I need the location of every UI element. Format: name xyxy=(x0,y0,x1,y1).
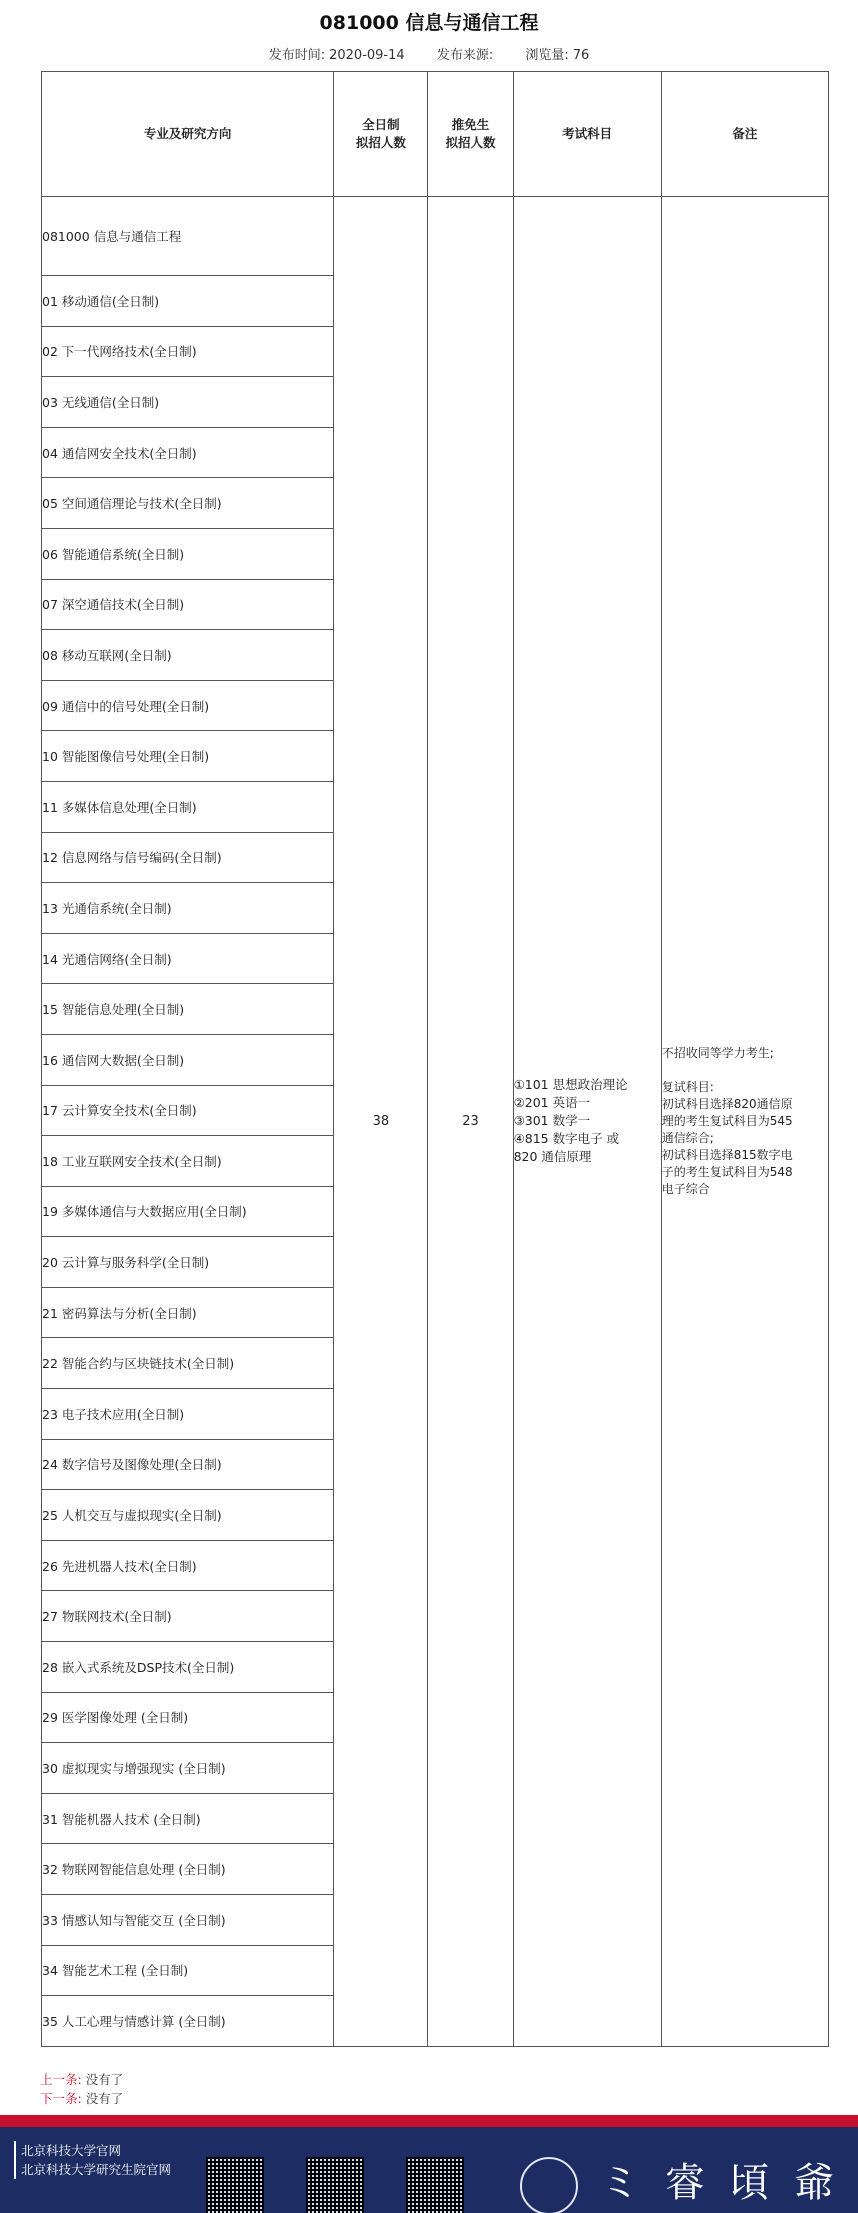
direction-name: 09 通信中的信号处理(全日制) xyxy=(42,680,334,731)
direction-name: 26 先进机器人技术(全日制) xyxy=(42,1540,334,1591)
qr-code-3 xyxy=(396,2141,474,2213)
direction-name: 25 人机交互与虚拟现实(全日制) xyxy=(42,1490,334,1541)
university-logo: ミ 睿 頃 爺 xyxy=(600,2160,841,2206)
note-line: 通信综合; xyxy=(661,1130,714,1145)
exam-subject-line: 820 通信原理 xyxy=(513,1149,592,1165)
site-footer xyxy=(0,2127,858,2213)
exam-subject-line: ③301 数学一 xyxy=(513,1113,591,1129)
header-exam-subjects: 考试科目 xyxy=(513,72,661,197)
direction-name: 27 物联网技术(全日制) xyxy=(42,1591,334,1642)
notes-cell xyxy=(661,197,828,2047)
article-meta xyxy=(0,44,858,63)
direction-name: 35 人工心理与情感计算 (全日制) xyxy=(42,1996,334,2047)
note-line: 初试科目选择820通信原 xyxy=(661,1096,793,1111)
note-line xyxy=(662,1062,828,1079)
exam-subject-line: ④815 数字电子 或 xyxy=(513,1131,620,1147)
enrollment-table xyxy=(41,71,829,2047)
footer-accent-bar xyxy=(0,2115,858,2127)
direction-name: 32 物联网智能信息处理 (全日制) xyxy=(42,1844,334,1895)
direction-name: 16 通信网大数据(全日制) xyxy=(42,1034,334,1085)
direction-name: 10 智能图像信号处理(全日制) xyxy=(42,731,334,782)
source-label: 发布来源: xyxy=(436,48,494,63)
exempt-count-cell: 23 xyxy=(428,197,513,2047)
prev-next-nav xyxy=(40,2070,123,2108)
direction-name: 30 虚拟现实与增强现实 (全日制) xyxy=(42,1743,334,1794)
views-count: 76 xyxy=(572,48,590,63)
next-article[interactable]: 下一条: 没有了 xyxy=(40,2091,124,2106)
views-label: 浏览量: xyxy=(525,48,569,63)
qr-code-2 xyxy=(296,2141,374,2213)
page-title: 081000 信息与通信工程 xyxy=(319,12,539,34)
direction-name: 08 移动互联网(全日制) xyxy=(42,630,334,681)
footer-links xyxy=(14,2141,171,2179)
direction-name: 31 智能机器人技术 (全日制) xyxy=(42,1793,334,1844)
note-line: 子的考生复试科目为548 xyxy=(661,1164,793,1179)
qr-code-1 xyxy=(196,2141,274,2213)
direction-name: 24 数字信号及图像处理(全日制) xyxy=(42,1439,334,1490)
header-notes: 备注 xyxy=(661,72,828,197)
direction-name: 12 信息网络与信号编码(全日制) xyxy=(42,832,334,883)
footer-link-university[interactable]: 北京科技大学官网 xyxy=(14,2141,171,2160)
publish-date: 2020-09-14 xyxy=(329,48,405,63)
prev-article[interactable]: 上一条: 没有了 xyxy=(40,2072,124,2087)
note-line: 初试科目选择815数字电 xyxy=(661,1147,793,1162)
major-name-cell: 081000 信息与通信工程 xyxy=(42,197,334,276)
direction-name: 03 无线通信(全日制) xyxy=(42,377,334,428)
header-fulltime-count: 全日制 拟招人数 xyxy=(334,72,428,197)
direction-name: 34 智能艺术工程 (全日制) xyxy=(42,1945,334,1996)
exam-subjects-cell xyxy=(513,197,661,2047)
header-major-direction: 专业及研究方向 xyxy=(42,72,334,197)
direction-name: 23 电子技术应用(全日制) xyxy=(42,1389,334,1440)
exam-subject-line: ①101 思想政治理论 xyxy=(513,1077,628,1093)
direction-name: 21 密码算法与分析(全日制) xyxy=(42,1287,334,1338)
note-line: 不招收同等学力考生; xyxy=(661,1045,774,1060)
note-line: 理的考生复试科目为545 xyxy=(661,1113,793,1128)
direction-name: 11 多媒体信息处理(全日制) xyxy=(42,781,334,832)
direction-name: 19 多媒体通信与大数据应用(全日制) xyxy=(42,1186,334,1237)
direction-name: 02 下一代网络技术(全日制) xyxy=(42,326,334,377)
direction-name: 04 通信网安全技术(全日制) xyxy=(42,427,334,478)
direction-name: 13 光通信系统(全日制) xyxy=(42,883,334,934)
direction-name: 20 云计算与服务科学(全日制) xyxy=(42,1237,334,1288)
direction-name: 28 嵌入式系统及DSP技术(全日制) xyxy=(42,1642,334,1693)
fulltime-count-cell: 38 xyxy=(334,197,428,2047)
note-line: 电子综合 xyxy=(661,1181,710,1196)
direction-name: 33 情感认知与智能交互 (全日制) xyxy=(42,1895,334,1946)
note-line: 复试科目: xyxy=(661,1079,714,1094)
direction-name: 18 工业互联网安全技术(全日制) xyxy=(42,1136,334,1187)
direction-name: 22 智能合约与区块链技术(全日制) xyxy=(42,1338,334,1389)
exam-subject-line: ②201 英语一 xyxy=(513,1095,591,1111)
university-seal-icon xyxy=(520,2157,578,2213)
footer-link-graduate-school[interactable]: 北京科技大学研究生院官网 xyxy=(14,2160,171,2179)
direction-name: 15 智能信息处理(全日制) xyxy=(42,984,334,1035)
direction-name: 07 深空通信技术(全日制) xyxy=(42,579,334,630)
header-exempt-count: 推免生 拟招人数 xyxy=(428,72,513,197)
direction-name: 14 光通信网络(全日制) xyxy=(42,933,334,984)
direction-name: 29 医学图像处理 (全日制) xyxy=(42,1692,334,1743)
direction-name: 05 空间通信理论与技术(全日制) xyxy=(42,478,334,529)
publish-label: 发布时间: xyxy=(268,48,326,63)
direction-name: 17 云计算安全技术(全日制) xyxy=(42,1085,334,1136)
direction-name: 06 智能通信系统(全日制) xyxy=(42,528,334,579)
direction-name: 01 移动通信(全日制) xyxy=(42,276,334,327)
